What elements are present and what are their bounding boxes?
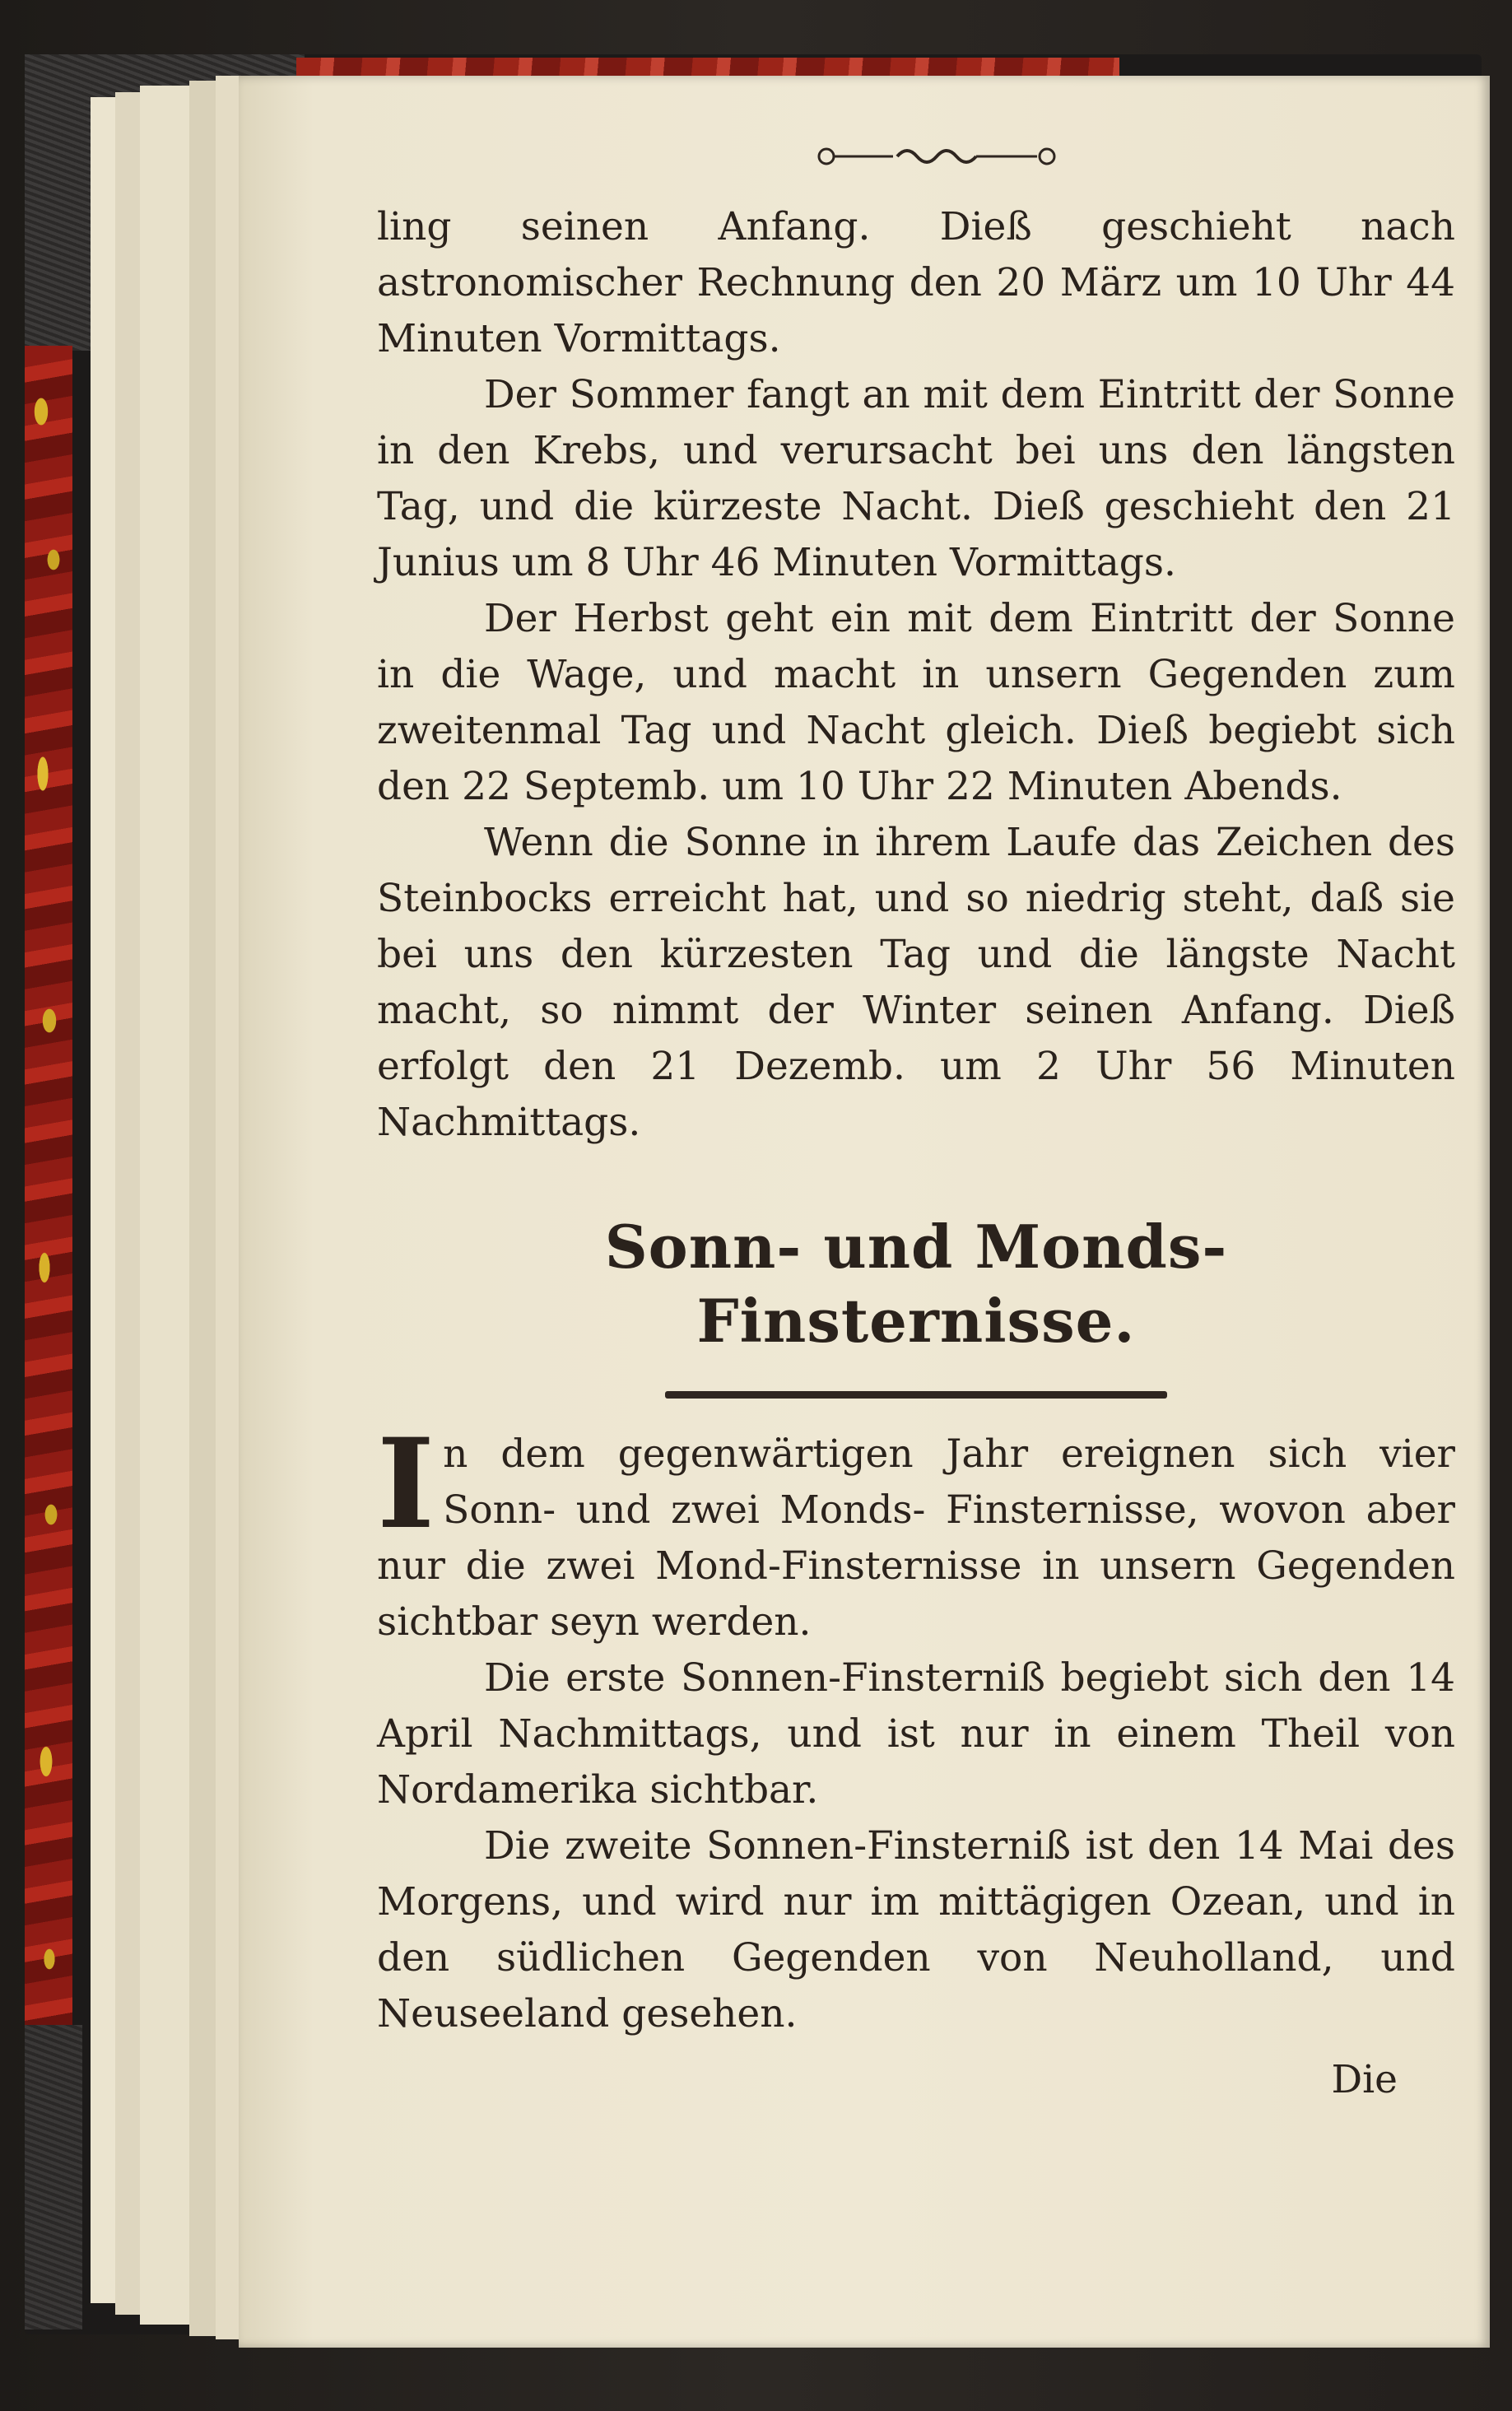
header-ornament-icon	[815, 140, 1062, 173]
leather-corner-bottom	[25, 2025, 82, 2330]
first-paragraph-text: n dem gegenwärtigen Jahr ereignen sich vier Sonn- und zwei Monds- Finsternisse, wovon aber nur die zwei Mond-Finsternisse in unsern Gegenden sichtbar seyn werden.	[377, 1431, 1455, 1645]
page-text	[377, 199, 1455, 2108]
marbled-spine	[25, 346, 72, 2033]
paragraph: Der Herbst geht ein mit dem Eintritt der Sonne in die Wage, und macht in unsern Gegenden zum zweitenmal Tag und Nacht gleich. Dieß begiebt sich den 22 Septemb. um 10 Uhr 22 Minuten Abends.	[377, 596, 1455, 809]
drop-cap: I	[377, 1412, 435, 1557]
paragraph: Wenn die Sonne in ihrem Laufe das Zeichen des Steinbocks erreicht hat, und so niedrig steht, daß sie bei uns den kürzesten Tag und die längste Nacht macht, so nimmt der Winter seinen Anfang. Dieß erfolgt den 21 Dezemb. um 2 Uhr 56 Minuten Nachmittags.	[377, 820, 1455, 1145]
section-title: Sonn- und Monds- Finsternisse.	[604, 1212, 1228, 1356]
catchword: Die	[1331, 2057, 1398, 2102]
paragraph: Die erste Sonnen-Finsterniß begiebt sich den 14 April Nachmittags, und ist nur in einem Theil von Nordamerika sichtbar.	[377, 1655, 1455, 1813]
paragraph: Der Sommer fangt an mit dem Eintritt der Sonne in den Krebs, und verursacht bei uns den längsten Tag, und die kürzeste Nacht. Dieß geschieht den 21 Junius um 8 Uhr 46 Minuten Vormittags.	[377, 372, 1455, 585]
paragraphs-before-section	[377, 199, 1455, 1151]
title-rule-divider	[665, 1391, 1167, 1399]
paragraph: ling seinen Anfang. Dieß geschieht nach astronomischer Rechnung den 20 März um 10 Uhr 44 Minuten Vormittags.	[377, 204, 1455, 361]
paragraph: Die zweite Sonnen-Finsterniß ist den 14 Mai des Morgens, und wird nur im mittägigen Ozean, und in den südlichen Gegenden von Neuholland, und Neuseeland gesehen.	[377, 1823, 1455, 2036]
book-page	[239, 76, 1490, 2348]
first-paragraph	[377, 1412, 1455, 1650]
paragraphs-after-section	[377, 1650, 1455, 2042]
